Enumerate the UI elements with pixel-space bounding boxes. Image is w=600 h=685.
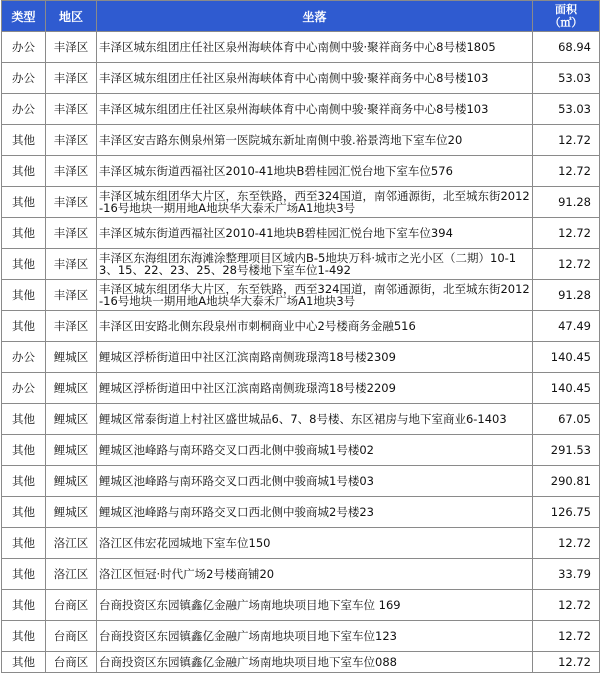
table-row bbox=[2, 621, 600, 652]
area-cell: 12.72 bbox=[533, 652, 600, 673]
type-cell: 其他 bbox=[2, 156, 46, 187]
district-cell: 丰泽区 bbox=[46, 218, 97, 249]
district-cell: 丰泽区 bbox=[46, 156, 97, 187]
area-cell: 291.53 bbox=[533, 435, 600, 466]
header-area-label: 面积 bbox=[555, 3, 577, 16]
type-cell: 办公 bbox=[2, 373, 46, 404]
table-row bbox=[2, 528, 600, 559]
type-cell: 其他 bbox=[2, 311, 46, 342]
area-cell: 12.72 bbox=[533, 156, 600, 187]
district-cell: 鲤城区 bbox=[46, 466, 97, 497]
type-cell: 办公 bbox=[2, 32, 46, 63]
district-cell: 鲤城区 bbox=[46, 342, 97, 373]
header-area bbox=[533, 1, 600, 32]
location-cell: 丰泽区城东组团庄任社区泉州海峡体育中心南侧中骏·聚祥商务中心8号楼103 bbox=[97, 63, 533, 94]
header-district: 地区 bbox=[46, 1, 97, 32]
table-row bbox=[2, 466, 600, 497]
table-row bbox=[2, 342, 600, 373]
district-cell: 洛江区 bbox=[46, 559, 97, 590]
district-cell: 鲤城区 bbox=[46, 373, 97, 404]
district-cell: 丰泽区 bbox=[46, 63, 97, 94]
area-cell: 140.45 bbox=[533, 342, 600, 373]
type-cell: 办公 bbox=[2, 342, 46, 373]
type-cell: 其他 bbox=[2, 435, 46, 466]
header-type: 类型 bbox=[2, 1, 46, 32]
area-cell: 53.03 bbox=[533, 63, 600, 94]
header-location: 坐落 bbox=[97, 1, 533, 32]
table-row bbox=[2, 497, 600, 528]
area-cell: 68.94 bbox=[533, 32, 600, 63]
location-cell: 台商投资区东园镇鑫亿金融广场南地块项目地下室车位123 bbox=[97, 621, 533, 652]
table-row bbox=[2, 373, 600, 404]
area-cell: 12.72 bbox=[533, 621, 600, 652]
district-cell: 丰泽区 bbox=[46, 125, 97, 156]
area-cell: 33.79 bbox=[533, 559, 600, 590]
district-cell: 台商区 bbox=[46, 652, 97, 673]
area-cell: 67.05 bbox=[533, 404, 600, 435]
area-cell: 53.03 bbox=[533, 94, 600, 125]
district-cell: 丰泽区 bbox=[46, 94, 97, 125]
district-cell: 丰泽区 bbox=[46, 32, 97, 63]
location-cell: 鲤城区常泰街道上村社区盛世城品6、7、8号楼、东区裙房与地下室商业6-1403 bbox=[97, 404, 533, 435]
table-row bbox=[2, 187, 600, 218]
district-cell: 丰泽区 bbox=[46, 187, 97, 218]
location-cell: 鲤城区浮桥街道田中社区江滨南路南侧珑璟湾18号楼2209 bbox=[97, 373, 533, 404]
type-cell: 其他 bbox=[2, 466, 46, 497]
table-row bbox=[2, 32, 600, 63]
location-cell: 丰泽区城东街道西福社区2010-41地块B碧桂园汇悦台地下室车位394 bbox=[97, 218, 533, 249]
table-row bbox=[2, 404, 600, 435]
type-cell: 其他 bbox=[2, 249, 46, 280]
table-row bbox=[2, 156, 600, 187]
location-cell: 台商投资区东园镇鑫亿金融广场南地块项目地下室车位 169 bbox=[97, 590, 533, 621]
table-row bbox=[2, 63, 600, 94]
table-row bbox=[2, 249, 600, 280]
location-cell: 洛江区伟宏花园城地下室车位150 bbox=[97, 528, 533, 559]
location-cell: 丰泽区田安路北侧东段泉州市刺桐商业中心2号楼商务金融516 bbox=[97, 311, 533, 342]
type-cell: 其他 bbox=[2, 590, 46, 621]
location-cell: 鲤城区池峰路与南环路交叉口西北侧中骏商城1号楼03 bbox=[97, 466, 533, 497]
type-cell: 其他 bbox=[2, 528, 46, 559]
district-cell: 鲤城区 bbox=[46, 404, 97, 435]
district-cell: 丰泽区 bbox=[46, 311, 97, 342]
type-cell: 其他 bbox=[2, 559, 46, 590]
district-cell: 丰泽区 bbox=[46, 280, 97, 311]
location-cell: 洛江区恒冠·时代广场2号楼商铺20 bbox=[97, 559, 533, 590]
area-cell: 140.45 bbox=[533, 373, 600, 404]
table-row bbox=[2, 559, 600, 590]
property-table bbox=[1, 0, 600, 673]
area-cell: 290.81 bbox=[533, 466, 600, 497]
table-row bbox=[2, 125, 600, 156]
area-cell: 47.49 bbox=[533, 311, 600, 342]
area-cell: 12.72 bbox=[533, 590, 600, 621]
header-area-unit: （㎡） bbox=[549, 16, 583, 29]
location-cell: 丰泽区城东组团华大片区，东至铁路，西至324国道，南邻通源街，北至城东街2012-16号地块一期用地A地块华大泰禾广场A1地块3号 bbox=[97, 187, 533, 218]
table-row bbox=[2, 94, 600, 125]
header-row bbox=[2, 1, 600, 32]
area-cell: 12.72 bbox=[533, 218, 600, 249]
table-row bbox=[2, 652, 600, 673]
district-cell: 洛江区 bbox=[46, 528, 97, 559]
type-cell: 办公 bbox=[2, 94, 46, 125]
type-cell: 办公 bbox=[2, 63, 46, 94]
location-cell: 丰泽区城东组团庄任社区泉州海峡体育中心南侧中骏·聚祥商务中心8号楼103 bbox=[97, 94, 533, 125]
location-cell: 鲤城区池峰路与南环路交叉口西北侧中骏商城2号楼23 bbox=[97, 497, 533, 528]
area-cell: 91.28 bbox=[533, 280, 600, 311]
area-cell: 12.72 bbox=[533, 249, 600, 280]
table-row bbox=[2, 280, 600, 311]
type-cell: 其他 bbox=[2, 187, 46, 218]
type-cell: 其他 bbox=[2, 404, 46, 435]
type-cell: 其他 bbox=[2, 280, 46, 311]
area-cell: 12.72 bbox=[533, 528, 600, 559]
area-cell: 12.72 bbox=[533, 125, 600, 156]
table-row bbox=[2, 218, 600, 249]
district-cell: 鲤城区 bbox=[46, 435, 97, 466]
district-cell: 台商区 bbox=[46, 621, 97, 652]
district-cell: 鲤城区 bbox=[46, 497, 97, 528]
table-row bbox=[2, 311, 600, 342]
location-cell: 鲤城区池峰路与南环路交叉口西北侧中骏商城1号楼02 bbox=[97, 435, 533, 466]
district-cell: 丰泽区 bbox=[46, 249, 97, 280]
location-cell: 鲤城区浮桥街道田中社区江滨南路南侧珑璟湾18号楼2309 bbox=[97, 342, 533, 373]
type-cell: 其他 bbox=[2, 497, 46, 528]
table-row bbox=[2, 435, 600, 466]
table-row bbox=[2, 590, 600, 621]
type-cell: 其他 bbox=[2, 125, 46, 156]
type-cell: 其他 bbox=[2, 621, 46, 652]
location-cell: 丰泽区城东组团华大片区，东至铁路，西至324国道，南邻通源街，北至城东街2012-16号地块一期用地A地块华大泰禾广场A1地块3号 bbox=[97, 280, 533, 311]
location-cell: 丰泽区城东组团庄任社区泉州海峡体育中心南侧中骏·聚祥商务中心8号楼1805 bbox=[97, 32, 533, 63]
location-cell: 丰泽区安吉路东侧泉州第一医院城东新址南侧中骏.裕景湾地下室车位20 bbox=[97, 125, 533, 156]
type-cell: 其他 bbox=[2, 652, 46, 673]
location-cell: 丰泽区东海组团东海滩涂整理项目区域内B-5地块万科·城市之光小区（二期）10-13、15、22、23、25、28号楼地下室车位1-492 bbox=[97, 249, 533, 280]
location-cell: 丰泽区城东街道西福社区2010-41地块B碧桂园汇悦台地下室车位576 bbox=[97, 156, 533, 187]
district-cell: 台商区 bbox=[46, 590, 97, 621]
area-cell: 126.75 bbox=[533, 497, 600, 528]
area-cell: 91.28 bbox=[533, 187, 600, 218]
location-cell: 台商投资区东园镇鑫亿金融广场南地块项目地下室车位088 bbox=[97, 652, 533, 673]
type-cell: 其他 bbox=[2, 218, 46, 249]
